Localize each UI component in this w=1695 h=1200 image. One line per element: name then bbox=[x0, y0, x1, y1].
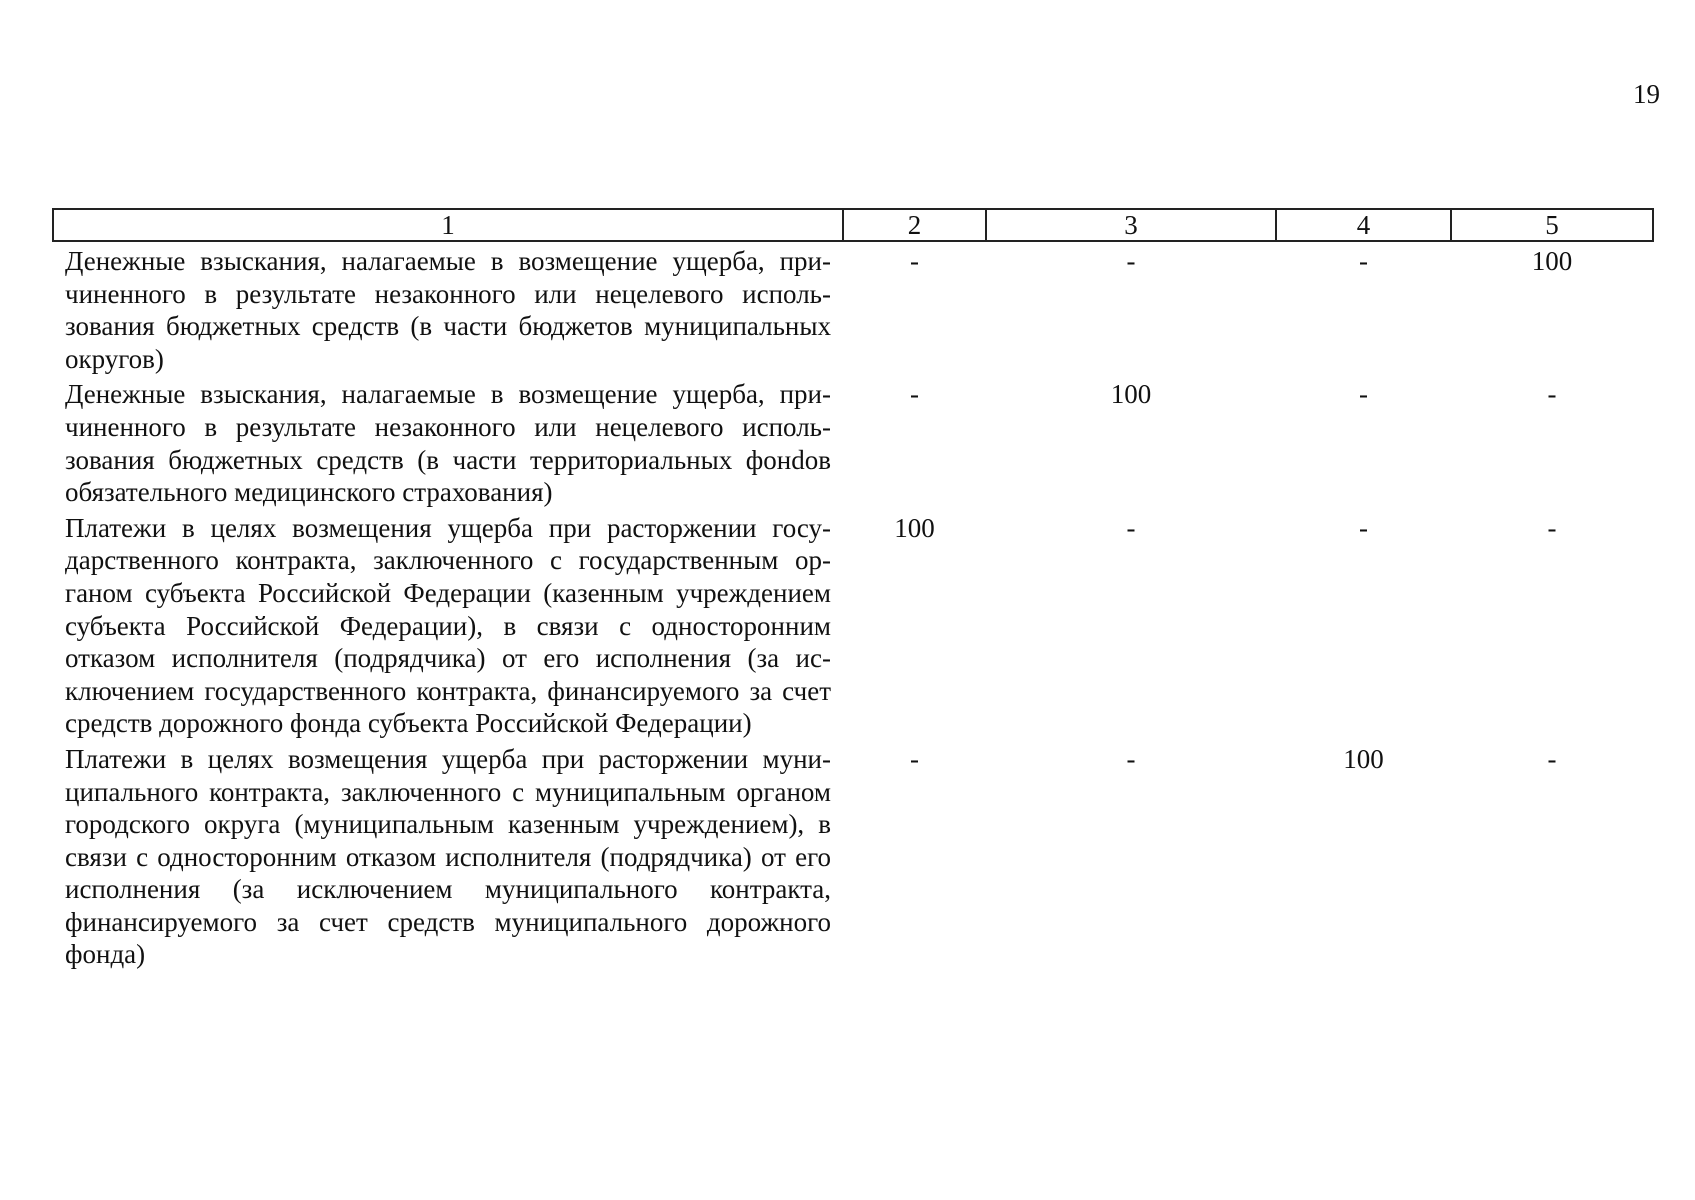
row-description: Платежи в целях возмещения ущерба при расторжении государственного контракта, заключенного с государственным органом субъекта Российской Федерации (казенным учреждением субъекта Российской Федерации), в связи с односторонним отказом исполнителя (подрядчика) от его исполнения (за исключением государственного контракта, финансируемого за счет средств дорожного фонда субъекта Российской Федерации) bbox=[65, 512, 831, 739]
row-value-col4: - bbox=[1359, 379, 1368, 410]
row-value-col5: 100 bbox=[1531, 246, 1573, 276]
row-value-col4: - bbox=[1359, 512, 1368, 543]
table-row bbox=[53, 740, 1653, 971]
column-header-3: 3 bbox=[986, 209, 1276, 241]
row-value-col4: 100 bbox=[1343, 743, 1384, 774]
row-value-col2: - bbox=[910, 246, 919, 276]
row-value-col2: - bbox=[910, 379, 919, 410]
row-value-col5: - bbox=[1547, 512, 1557, 543]
column-header-1: 1 bbox=[53, 209, 843, 241]
row-value-col2: - bbox=[910, 743, 919, 774]
row-description: Денежные взыскания, налагаемые в возмещение ущерба, причиненного в результате незаконного или нецелевого использования бюджетных средств (в части бюджетов муниципальных округов) bbox=[65, 246, 831, 374]
row-value-col3: 100 bbox=[1110, 379, 1152, 410]
row-description: Платежи в целях возмещения ущерба при расторжении муниципального контракта, заключенного с муниципальным органом городского округа (муниципальным казенным учреждением), в связи с односторонним отказом исполнителя (подрядчика) от его исполнения (за исключением муниципального контракта, финансируемого за счет средств муниципального дорожного фонда) bbox=[65, 743, 831, 970]
row-value-col3: - bbox=[1126, 246, 1136, 276]
revenue-distribution-table bbox=[52, 208, 1654, 971]
column-header-2: 2 bbox=[843, 209, 986, 241]
table-row bbox=[53, 509, 1653, 740]
row-value-col5: - bbox=[1547, 743, 1557, 774]
row-value-col3: - bbox=[1126, 743, 1136, 774]
row-description: Денежные взыскания, налагаемые в возмещение ущерба, причиненного в результате незаконного или нецелевого использования бюджетных средств (в части территориальных фонdов обязательного медицинского страхования) bbox=[65, 379, 831, 508]
column-header-4: 4 bbox=[1276, 209, 1451, 241]
page-number: 19 bbox=[1633, 79, 1660, 109]
row-value-col5: - bbox=[1547, 379, 1557, 410]
row-value-col3: - bbox=[1126, 512, 1136, 543]
column-header-5: 5 bbox=[1451, 209, 1653, 241]
row-value-col2: 100 bbox=[894, 512, 935, 543]
table-header-row bbox=[53, 209, 1653, 241]
table-row bbox=[53, 375, 1653, 508]
table-row bbox=[53, 241, 1653, 375]
row-value-col4: - bbox=[1359, 246, 1368, 276]
